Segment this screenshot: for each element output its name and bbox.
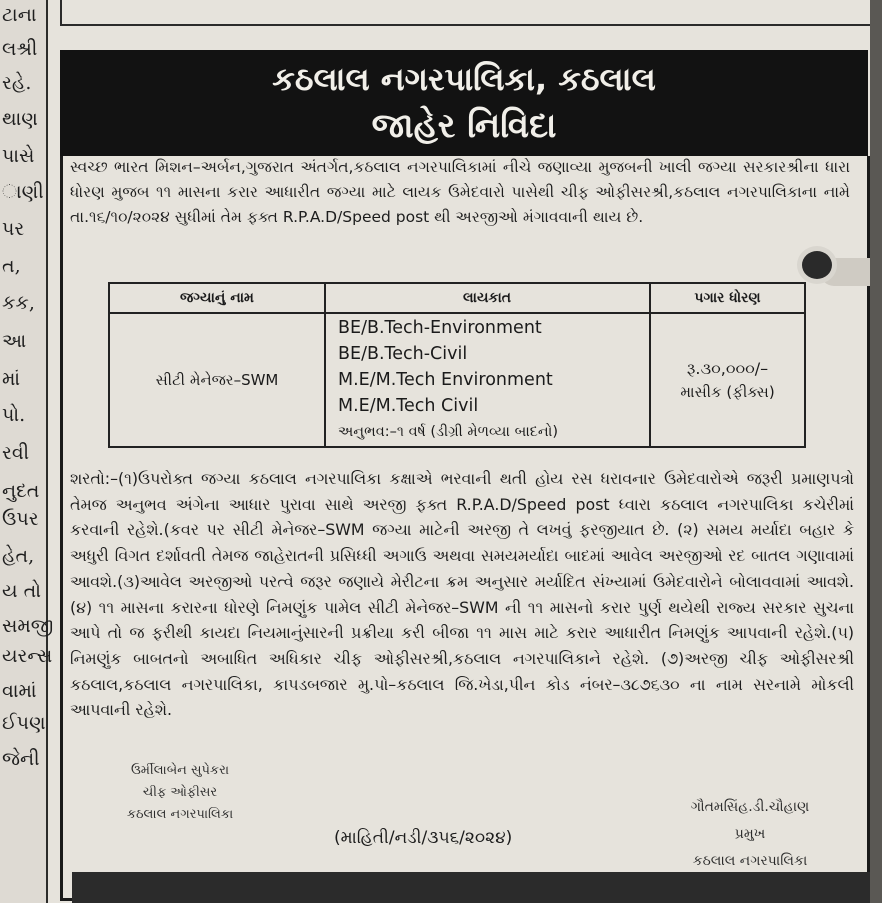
signature-chief-officer (110, 760, 250, 826)
adjacent-text-line: માં (2, 368, 21, 390)
previous-ad-border (60, 0, 876, 26)
adjacent-text-line: પર (2, 218, 25, 240)
adjacent-text-line: નુદત (2, 480, 40, 502)
signatory-office: કઠલાલ નગરપાલિકા (126, 807, 234, 822)
adjacent-text-line: ત, (2, 255, 21, 277)
adjacent-text-line: પાસે (2, 145, 35, 167)
adjacent-text-line: ય તો (2, 580, 41, 602)
qualification-item: M.E/M.Tech Environment (338, 370, 553, 390)
notice-subtitle: જાહેર નિવિદા (371, 106, 557, 146)
adjacent-text-line: થાણ (2, 108, 38, 130)
adjacent-text-line: સમજી (2, 615, 54, 637)
adjacent-text-line: ાણી (2, 181, 44, 203)
salary-note: માસીક (ફીક્સ) (680, 383, 775, 401)
notice-title: કઠલાલ નગરપાલિકા, કઠલાલ (272, 60, 656, 98)
column-header-qualification: લાયકાત (325, 283, 650, 313)
signature-president (660, 794, 840, 875)
table-header-row (109, 283, 805, 313)
adjacent-text-line: વામાં (2, 680, 37, 702)
adjacent-text-line: આ (2, 330, 27, 352)
column-header-post: જગ્યાનું નામ (109, 283, 325, 313)
adjacent-text-line: ઉપર (2, 508, 39, 530)
qualification-item: BE/B.Tech-Civil (338, 344, 468, 364)
adjacent-text-line: કક, (2, 292, 35, 314)
notice-banner (60, 50, 868, 156)
conditions-paragraph: શરતો:–(૧)ઉપરોક્ત જગ્યા કઠલાલ નગરપાલિકા કક્ષાએ ભરવાની થતી હોય રસ ધરાવનાર ઉમેદવારોએ જરૂરી પ્રમાણપત્રો તેમજ અનુભવ અંગેના આધાર પુરાવા સાથે અરજી ફક્ત R.P.A.D/Speed post ધ્વારા કઠલાલ નગરપાલિકા કચેરીમાં કરવાની રહેશે.(કવર પર સીટી મેનેજર–SWM જગ્યા માટેની અરજી તે લખવું ફરજીયાત છે. (૨) સમય મર્યાદા બહાર કે અધુરી વિગત દર્શાવતી તેમજ જાહેરાતની પ્રસિધ્ધી અગાઉ અથવા સમયમર્યાદા બાદમાં આવેલ અરજીઓ રદ બાતલ ગણાવામાં આવશે.(૩)આવેલ અરજીઓ પરત્વે જરૂર જણાયે મેરીટના ક્રમ અનુસાર મર્યાદિત સંખ્યામાં ઉમેદવારોને બોલાવવામાં આવશે.(૪) ૧૧ માસના કરારના ધોરણે નિમણુંક પામેલ સીટી મેનેજર–SWM ની ૧૧ માસનો કરાર પુર્ણ થયેથી રાજ્ય સરકાર સુચના આપે તો જ ફરીથી કાયદા નિયમાનુંસારની પ્રક્રીયા કરી બીજા ૧૧ માસ માટે કરાર આધારીત નિમણુંક આપવાની રહેશે.(૫) નિમણુંક બાબતનો અબાધિત અધિકાર ચીફ ઓફીસરશ્રી,કઠલાલ નગરપાલિકાને રહેશે. (૭)અરજી ચીફ ઓફીસરશ્રી કઠલાલ,કઠલાલ નગરપાલિકા, કાપડબજાર મુ.પો–કઠલાલ જિ.ખેડા,પીન કોડ નંબર–૩૮૭૬૩૦ ના નામ સરનામે મોકલી આપવાની રહેશે. (70, 469, 855, 720)
punch-hole (797, 246, 837, 284)
intro-paragraph: સ્વચ્છ ભારત મિશન–અર્બન,ગુજરાત અંતર્ગત,કઠલાલ નગરપાલિકામાં નીચે જણાવ્યા મુજબની ખાલી જગ્યા સરકારશ્રીના ધારા ધોરણ મુજબ ૧૧ માસના કરાર આધારીત જગ્યા માટે લાયક ઉમેદવારો પાસેથી ચીફ ઓફીસરશ્રી,કઠલાલ નગરપાલિકાના નામે તા.૧૬/૧૦/૨૦૨૪ સુધીમાં તેમ ફક્ત R.P.A.D/Speed post થી અરજીઓ મંગાવવાની થાય છે. (70, 158, 850, 226)
page-edge (870, 0, 882, 903)
post-name: સીટી મેનેજર–SWM (109, 313, 325, 447)
adjacent-text-line: રવી (2, 442, 30, 464)
signatory-name: ગૌતમસિંહ.ડી.ચૌહાણ (690, 799, 810, 815)
qualification-item: M.E/M.Tech Civil (338, 396, 479, 416)
adjacent-column (0, 0, 54, 903)
adjacent-text-line: પો. (2, 404, 26, 426)
signatory-name: ઉર્મીલાબેન સુપેકરા (130, 763, 230, 778)
signatory-office: કઠલાલ નગરપાલિકા (692, 853, 808, 869)
signatory-designation: પ્રમુખ (734, 826, 766, 842)
salary-amount: રૂ.૩૦,૦૦૦/– (686, 359, 769, 378)
adjacent-text-line: ઈપણ (2, 712, 46, 734)
next-ad-banner-edge (72, 872, 882, 903)
table-row (109, 313, 805, 447)
adjacent-text-line: યરન્સ (2, 645, 53, 667)
qualification-cell (325, 313, 650, 447)
qualification-item: BE/B.Tech-Environment (338, 318, 542, 338)
adjacent-text-line: ટાના (2, 4, 37, 26)
reference-number: (માહિતી/નડી/૩૫૬/૨૦૨૪) (334, 828, 513, 848)
adjacent-text-line: હેત, (2, 545, 35, 567)
signatory-designation: ચીફ ઓફીસર (142, 785, 218, 800)
adjacent-text-line: લશ્રી (2, 38, 38, 60)
adjacent-text-line: રહે. (2, 72, 32, 94)
column-header-salary: પગાર ધોરણ (650, 283, 805, 313)
adjacent-text-line: જેની (2, 748, 40, 770)
salary-cell (650, 313, 805, 447)
experience-requirement: અનુભવ:–૧ વર્ષ (ડીગ્રી મેળવ્યા બાદનો) (338, 424, 558, 440)
post-table (108, 282, 806, 448)
